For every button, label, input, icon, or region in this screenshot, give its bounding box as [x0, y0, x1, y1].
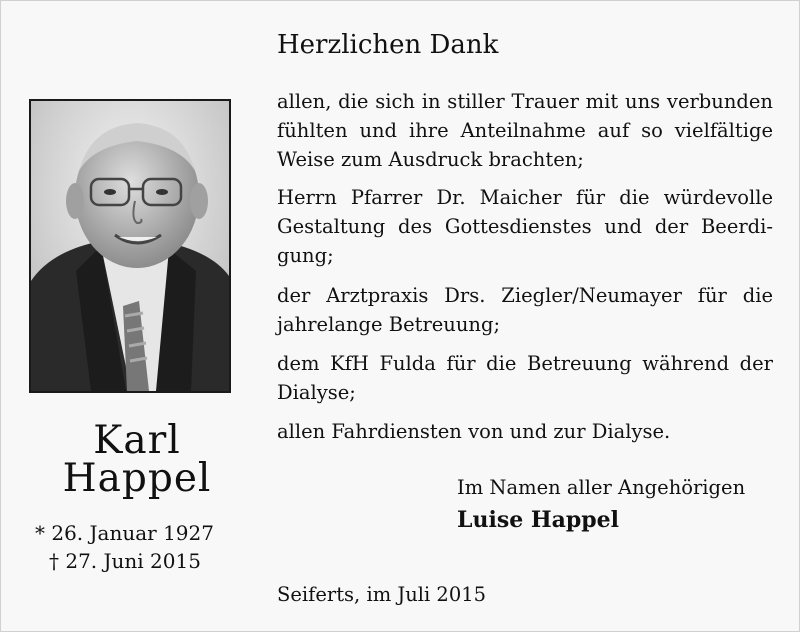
death-date: † 27. Juni 2015 [49, 549, 201, 573]
thanks-paragraph: dem KfH Fulda für die Betreuung während der Dialyse; [277, 352, 773, 404]
place-date: Seiferts, im Juli 2015 [277, 583, 487, 606]
deceased-first-name: Karl [93, 418, 181, 463]
thanks-paragraph: allen, die sich in stiller Trauer mit uns verbunden fühlten und ihre Anteilnahme auf so vielfältige Weise zum Ausdruck brachten; [277, 90, 773, 171]
portrait-photo [29, 99, 231, 393]
signature-name: Luise Happel [457, 507, 620, 533]
signature-intro: Im Namen aller Angehörigen [457, 476, 746, 499]
thanks-paragraph: allen Fahrdiensten von und zur Dialyse. [277, 420, 671, 443]
thanks-paragraph: der Arztpraxis Drs. Ziegler/Neumayer für die jahrelange Betreuung; [277, 284, 773, 336]
birth-date: * 26. Januar 1927 [35, 521, 214, 545]
deceased-last-name: Happel [62, 456, 212, 501]
thanks-paragraph: Herrn Pfarrer Dr. Maicher für die würdevolle Gestaltung des Gottesdienstes und der Beerdi-gung; [277, 186, 773, 267]
notice-heading: Herzlichen Dank [277, 30, 499, 60]
